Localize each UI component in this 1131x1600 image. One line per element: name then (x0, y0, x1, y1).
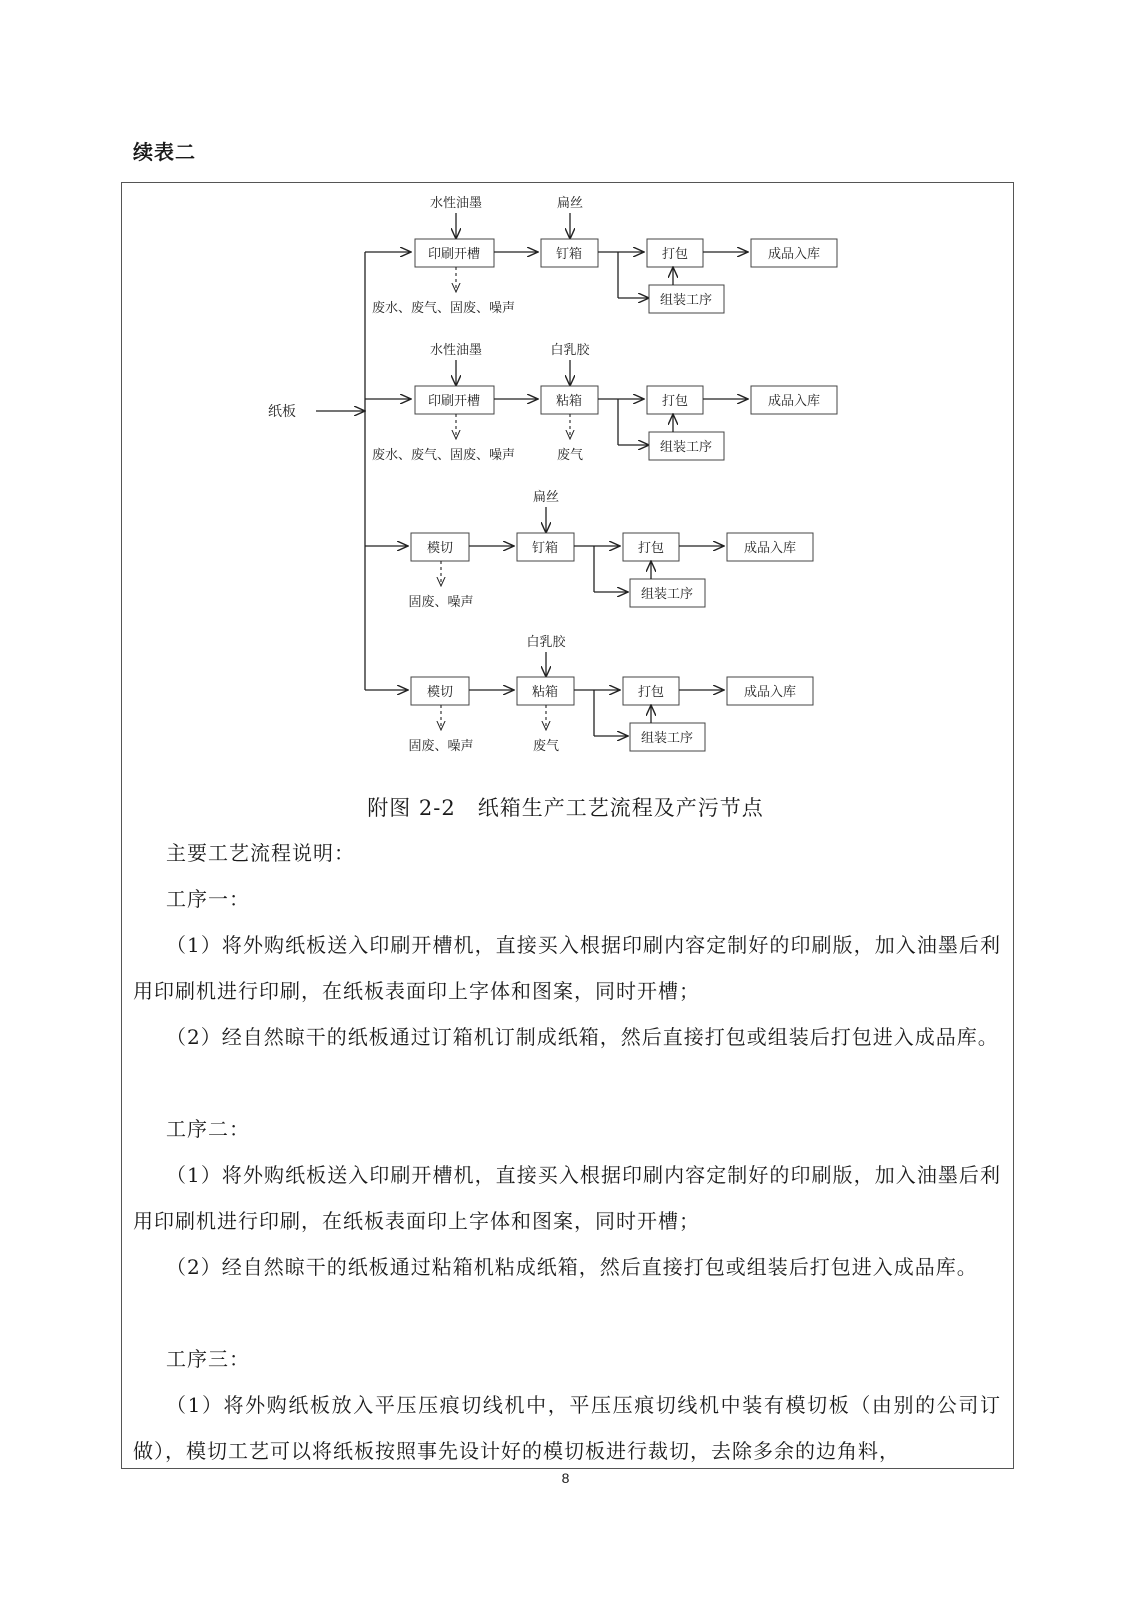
source-label: 纸板 (268, 404, 296, 420)
process-2-step-2: （2）经自然晾干的纸板通过粘箱机粘成纸箱，然后直接打包或组装后打包进入成品库。 (166, 1255, 978, 1279)
step-1: 模切 (426, 685, 454, 700)
intro-line: 主要工艺流程说明： (166, 841, 355, 865)
section-heading: 续表二 (133, 140, 196, 164)
flow-row-3 (365, 489, 813, 610)
store-step: 成品入库 (743, 541, 797, 556)
input-2: 白乳胶 (550, 343, 590, 358)
process-1-title: 工序一： (166, 887, 250, 911)
process-2-title: 工序二： (166, 1117, 250, 1141)
assemble-step: 组装工序 (640, 731, 694, 746)
flow-row-2 (365, 342, 837, 463)
store-step: 成品入库 (767, 394, 821, 409)
assemble-step: 组装工序 (640, 587, 694, 602)
pack-step: 打包 (637, 685, 665, 700)
step-2: 粘箱 (531, 685, 559, 700)
emission-1: 固废、噪声 (408, 595, 474, 610)
flow-row-1 (365, 195, 837, 316)
pack-step: 打包 (661, 247, 689, 262)
input-2: 扁丝 (532, 490, 560, 505)
process-flow-diagram (0, 0, 1131, 780)
process-3-step-1: （1）将外购纸板放入平压压痕切线机中，平压压痕切线机中装有模切板（由别的公司订做），模切工艺可以将纸板按照事先设计好的模切板进行裁切，去除多余的边角料， (133, 1393, 1001, 1463)
process-3-title: 工序三： (166, 1347, 250, 1371)
step-2: 粘箱 (555, 394, 583, 409)
emission-1: 废水、废气、固废、噪声 (372, 448, 516, 463)
emission-1: 废水、废气、固废、噪声 (372, 301, 516, 316)
flow-row-4 (365, 635, 813, 754)
pack-step: 打包 (637, 541, 665, 556)
input-1: 水性油墨 (429, 343, 483, 358)
store-step: 成品入库 (767, 247, 821, 262)
emission-2: 废气 (556, 448, 584, 463)
emission-2: 废气 (532, 739, 560, 754)
process-1-step-1: （1）将外购纸板送入印刷开槽机，直接买入根据印刷内容定制好的印刷版，加入油墨后利用印刷机进行印刷，在纸板表面印上字体和图案，同时开槽； (133, 933, 1001, 1003)
input-2: 扁丝 (556, 196, 584, 211)
step-2: 钉箱 (531, 541, 559, 556)
input-2: 白乳胶 (526, 635, 566, 650)
store-step: 成品入库 (743, 685, 797, 700)
process-1-step-2: （2）经自然晾干的纸板通过订箱机订制成纸箱，然后直接打包或组装后打包进入成品库。 (166, 1025, 999, 1049)
step-1: 印刷开槽 (427, 394, 481, 409)
step-1: 印刷开槽 (427, 247, 481, 262)
assemble-step: 组装工序 (659, 293, 713, 308)
input-1: 水性油墨 (429, 196, 483, 211)
figure-caption: 附图 2-2 纸箱生产工艺流程及产污节点 (367, 796, 764, 820)
pack-step: 打包 (661, 394, 689, 409)
process-2-step-1: （1）将外购纸板送入印刷开槽机，直接买入根据印刷内容定制好的印刷版，加入油墨后利用印刷机进行印刷，在纸板表面印上字体和图案，同时开槽； (133, 1163, 1001, 1233)
emission-1: 固废、噪声 (408, 739, 474, 754)
page-number: 8 (561, 1470, 570, 1486)
assemble-step: 组装工序 (659, 440, 713, 455)
step-1: 模切 (426, 541, 454, 556)
step-2: 钉箱 (555, 247, 583, 262)
